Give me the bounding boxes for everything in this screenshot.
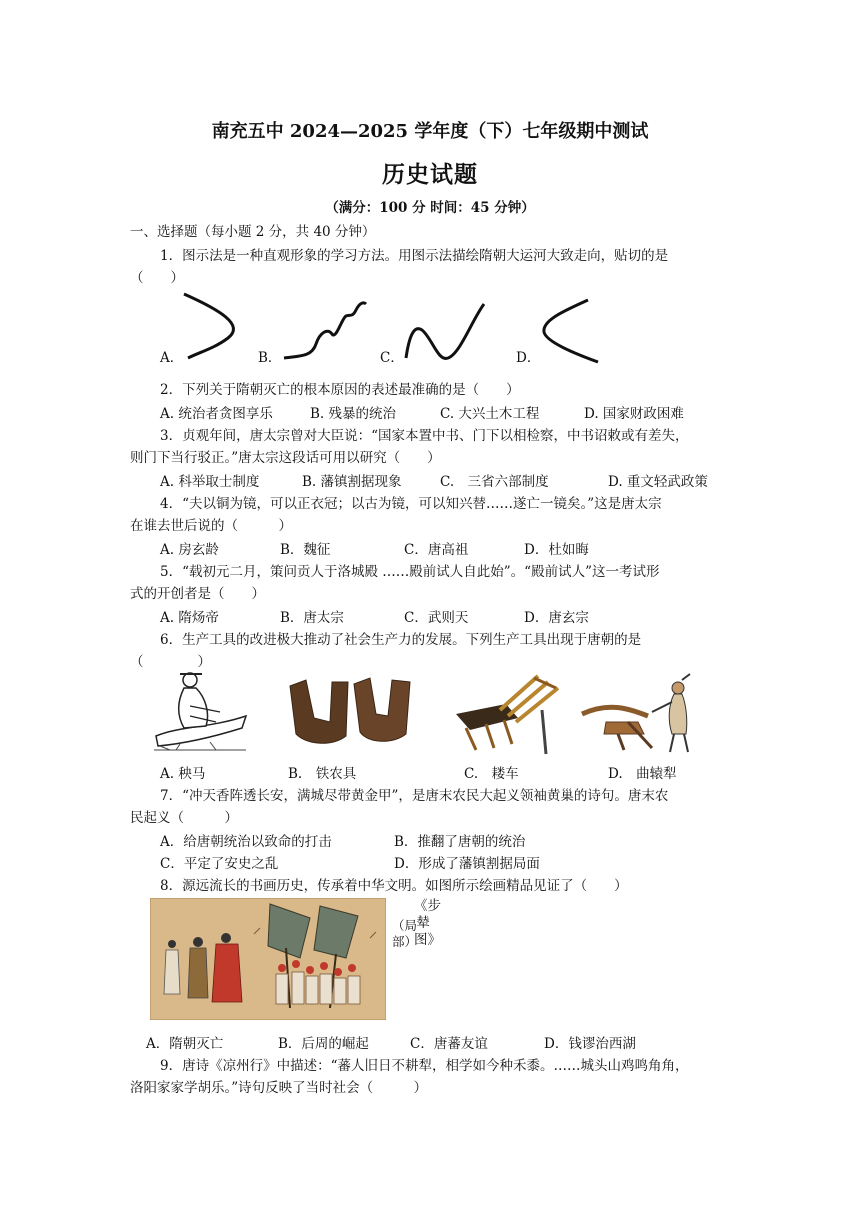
bunian-painting: [150, 898, 386, 1020]
question-stem: 4．“夫以铜为镜，可以正衣冠；以古为镜，可以知兴替……遂亡一镜矣。”这是唐太宗: [160, 496, 662, 512]
canal-curve-d: [536, 296, 602, 364]
option-c: C. 耧车: [464, 766, 519, 782]
option-a: A. 统治者贪图享乐: [160, 406, 273, 422]
question-stem-cont: 则门下当行驳正。”唐太宗这段话可用以研究（ ）: [130, 450, 441, 466]
option-b: B. 铁农具: [288, 766, 357, 782]
option-d: D．杜如晦: [524, 542, 589, 558]
louche-illustration: [446, 670, 566, 756]
option-a: A. 秧马: [160, 766, 206, 782]
option-b-label: B．: [258, 350, 282, 366]
option-d: D. 曲辕犁: [608, 766, 677, 782]
painting-caption-part: （局部）: [392, 918, 418, 949]
quyuanli-illustration: [578, 672, 708, 756]
answer-blank: （ ）: [130, 270, 184, 286]
question-stem: 5．“载初元二月，策问贡人于洛城殿 ……殿前试人自此始”。“殿前试人”这一考试形: [160, 564, 660, 580]
option-c-label: C．: [380, 350, 404, 366]
subject-title: 历史试题: [382, 161, 478, 188]
option-c: C．唐蕃友谊: [410, 1036, 488, 1052]
option-d: D．形成了藩镇割据局面: [394, 856, 540, 872]
iron-tools-illustration: [284, 672, 424, 752]
option-d: D. 重文轻武政策: [608, 474, 708, 490]
canal-curve-a: [180, 290, 240, 360]
option-b: B. 藩镇割据现象: [302, 474, 402, 490]
question-stem-cont: 在谁去世后说的（ ）: [130, 518, 292, 534]
option-a: A．给唐朝统治以致命的打击: [160, 834, 332, 850]
question-stem-cont: 洛阳家家学胡乐。”诗句反映了当时社会（ ）: [130, 1080, 428, 1096]
question-stem: 3．贞观年间，唐太宗曾对大臣说：“国家本置中书、门下以相检察，中书诏敕或有差失，: [160, 428, 689, 444]
option-c: C．唐高祖: [404, 542, 469, 558]
option-a: A. 科举取士制度: [160, 474, 260, 490]
option-a: A. 房玄龄: [160, 542, 219, 558]
question-stem: 2．下列关于隋朝灭亡的根本原因的表述最准确的是（ ）: [160, 382, 520, 398]
answer-blank: （ ）: [130, 654, 211, 670]
option-d: D. 国家财政困难: [584, 406, 684, 422]
option-a: A. 隋炀帝: [160, 610, 219, 626]
option-c: C. 大兴土木工程: [440, 406, 540, 422]
option-d: D．钱谬治西湖: [544, 1036, 636, 1052]
option-d-label: D．: [516, 350, 541, 366]
question-stem-cont: 式的开创者是（ ）: [130, 586, 265, 602]
option-c: C. 三省六部制度: [440, 474, 549, 490]
option-a: A．隋朝灭亡: [146, 1036, 224, 1052]
question-stem-cont: 民起义（ ）: [130, 810, 238, 826]
option-c: C．平定了安史之乱: [160, 856, 279, 872]
option-c: C．武则天: [404, 610, 469, 626]
question-stem: 7．“冲天香阵透长安，满城尽带黄金甲”，是唐末农民大起义领袖黄巢的诗句。唐末农: [160, 788, 669, 804]
option-b: B．唐太宗: [280, 610, 344, 626]
option-b: B．推翻了唐朝的统治: [394, 834, 526, 850]
option-b: B. 残暴的统治: [310, 406, 397, 422]
option-a-label: A．: [160, 350, 184, 366]
option-d: D．唐玄宗: [524, 610, 589, 626]
question-stem: 1．图示法是一种直观形象的学习方法。用图示法描绘隋朝大运河大致走向，贴切的是: [160, 248, 669, 264]
section-heading: 一、选择题（每小题 2 分，共 40 分钟）: [130, 224, 376, 240]
question-stem: 6．生产工具的改进极大推动了社会生产力的发展。下列生产工具出现于唐朝的是: [160, 632, 642, 648]
question-stem: 8．源远流长的书画历史，传承着中华文明。如图所示绘画精品见证了（ ）: [160, 878, 628, 894]
canal-curve-c: [402, 300, 488, 362]
yangma-illustration: [150, 666, 250, 752]
painting-caption: 《步辇图》: [414, 898, 441, 948]
canal-curve-b: [282, 298, 368, 360]
option-b: B．魏征: [280, 542, 331, 558]
page-title: 南充五中 2024—2025 学年度（下）七年级期中测试: [211, 121, 649, 142]
option-b: B．后周的崛起: [278, 1036, 369, 1052]
question-stem: 9．唐诗《凉州行》中描述：“蕃人旧日不耕犁，相学如今种禾黍。……城头山鸡鸣角角，: [160, 1058, 689, 1074]
exam-info: （满分：100 分 时间：45 分钟）: [325, 200, 535, 216]
